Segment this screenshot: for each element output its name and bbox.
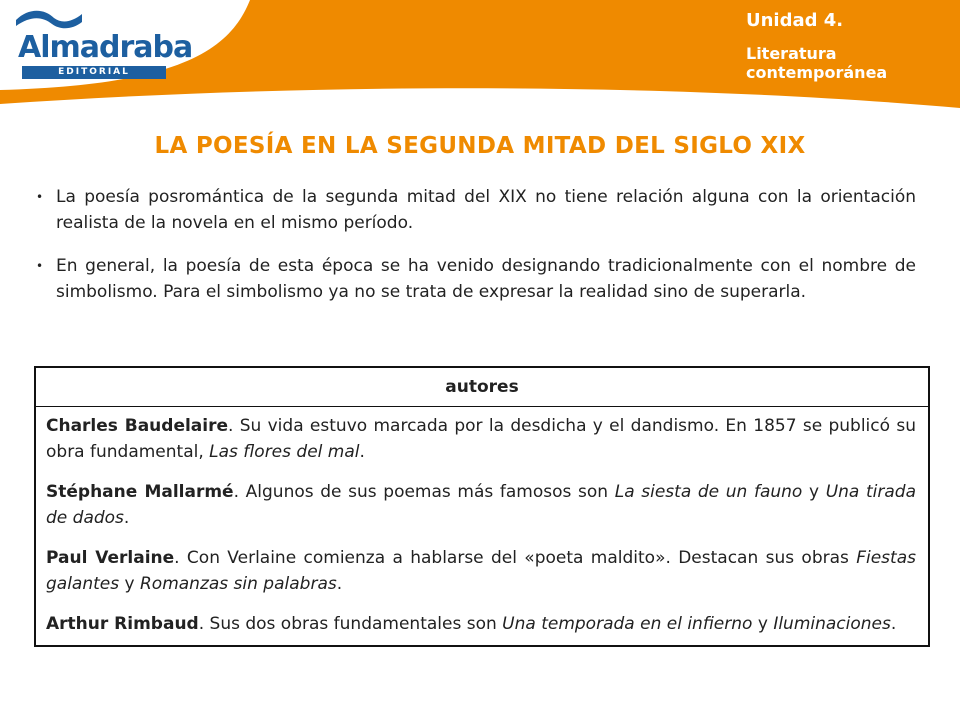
author-text: . Su vida estuvo marcada por la desdicha y el dandismo. En 1857 se publicó su obra fundamental, [46,416,916,462]
page-title: LA POESÍA EN LA SEGUNDA MITAD DEL SIGLO XIX [154,133,806,159]
table-body [36,407,928,645]
work-title: Iluminaciones [773,614,891,634]
author-name: Arthur Rimbaud [46,614,199,634]
author-entry-rimbaud [46,611,916,637]
author-text: y [802,482,826,502]
author-text: . Con Verlaine comienza a hablarse del «poeta maldito». Destacan sus obras [174,548,857,568]
author-text: . [336,574,343,594]
header-band [0,0,960,130]
work-title: La siesta de un fauno [614,482,803,502]
author-entry-mallarme [46,479,916,531]
work-title: Fiestas galantes [46,548,916,594]
author-name: Stéphane Mallarmé [46,482,234,502]
authors-table [34,366,930,647]
author-text: . [359,442,365,462]
author-entry-baudelaire [46,413,916,465]
bullet-icon: • [36,190,44,204]
bullet-item [36,184,916,236]
logo-subtitle: EDITORIAL [22,66,166,79]
author-name: Charles Baudelaire [46,416,229,436]
work-title: Las flores del mal [209,442,360,462]
author-text: . Sus dos obras fundamentales son [198,614,503,634]
bullet-text: En general, la poesía de esta época se ha venido designando tradicionalmente con el nombre de simbolismo. Para el simbolismo ya no se trata de expresar la realidad sino de superarla. [56,256,916,302]
publisher-logo [14,6,193,77]
author-entry-verlaine [46,545,916,597]
unit-label [746,10,946,82]
wave-icon [14,6,84,30]
unit-title: Unidad 4. [746,10,844,31]
bullet-text: La poesía posromántica de la segunda mitad del XIX no tiene relación alguna con la orientación realista de la novela en el mismo período. [56,187,916,233]
author-name: Paul Verlaine [46,548,175,568]
bullet-icon: • [36,259,44,273]
bullet-list [36,184,916,322]
author-text: . Algunos de sus poemas más famosos son [233,482,615,502]
author-text: . [123,508,130,528]
work-title: Una temporada en el infierno [502,614,753,634]
author-text: y [752,614,774,634]
unit-subtitle: Literatura contemporánea [746,44,888,82]
bullet-item [36,253,916,305]
author-text: . [890,614,897,634]
author-text: y [119,574,140,594]
work-title: Una tirada de dados [46,482,917,528]
work-title: Romanzas sin palabras [139,574,337,594]
logo-name: Almadraba [18,30,193,65]
table-header: autores [36,368,928,407]
